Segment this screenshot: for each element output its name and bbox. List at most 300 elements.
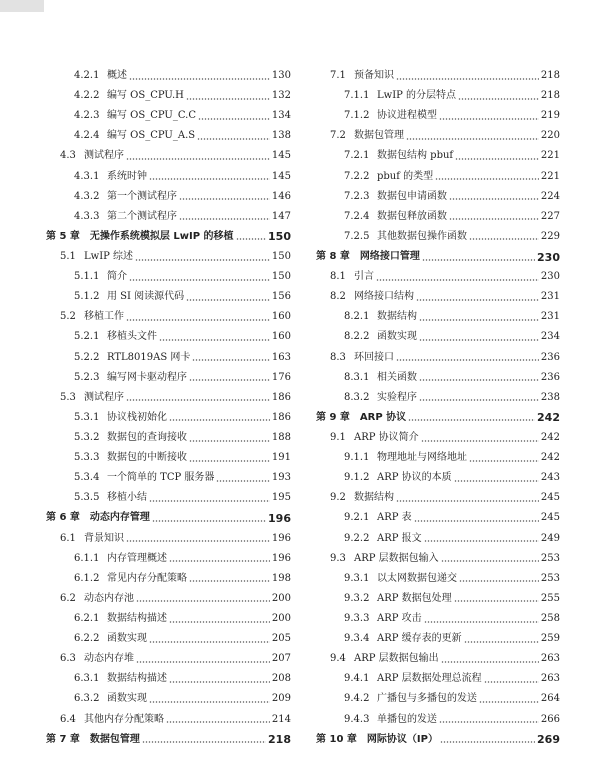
dot-leader: [484, 680, 539, 684]
toc-entry-page: 196: [271, 552, 291, 564]
dot-leader: [449, 197, 539, 201]
toc-entry-number: 4.2.2: [74, 90, 100, 102]
toc-section-entry: [46, 549, 291, 569]
dot-leader: [414, 519, 539, 523]
toc-section-entry: [316, 529, 560, 549]
toc-entry-title: 数据包的查询接收: [107, 432, 187, 444]
toc-entry-title: 网际协议（IP）: [366, 733, 438, 745]
toc-entry-number: 第 7 章: [46, 733, 80, 745]
toc-entry-number: 6.2: [60, 592, 76, 604]
toc-entry-page: 227: [540, 210, 560, 222]
toc-entry-page: 219: [540, 110, 560, 122]
toc-section-entry: [316, 307, 560, 327]
toc-entry-page: 207: [271, 653, 291, 665]
dot-leader: [469, 237, 539, 241]
toc-entry-page: 195: [271, 492, 291, 504]
toc-entry-number: 7.1: [330, 70, 346, 82]
toc-entry-page: 249: [540, 532, 560, 544]
toc-entry-title: 引言: [354, 271, 374, 283]
toc-entry-page: 263: [540, 653, 560, 665]
dot-leader: [129, 278, 270, 282]
toc-entry-title: 移植工作: [84, 311, 124, 323]
toc-entry-page: 221: [540, 170, 560, 182]
dot-leader: [149, 640, 270, 644]
toc-section-entry: [46, 629, 291, 649]
toc-entry-number: 8.3.2: [344, 391, 370, 403]
toc-entry-number: 6.4: [60, 713, 76, 725]
toc-entry-page: 146: [271, 190, 291, 202]
toc-entry-page: 138: [271, 130, 291, 142]
toc-entry-page: 191: [271, 452, 291, 464]
toc-entry-page: 229: [540, 230, 560, 242]
toc-chapter-entry: [316, 730, 560, 750]
toc-section-entry: [46, 146, 291, 166]
toc-section-entry: [46, 428, 291, 448]
dot-leader: [192, 358, 270, 362]
toc-section-entry: [316, 187, 560, 207]
toc-entry-number: 5.1.1: [74, 271, 100, 283]
dot-leader: [126, 157, 270, 161]
dot-leader: [439, 720, 539, 724]
toc-entry-title: pbuf 的类型: [377, 170, 434, 182]
toc-entry-title: 其他内存分配策略: [84, 713, 164, 725]
dot-leader: [435, 177, 539, 181]
toc-entry-page: 230: [537, 250, 560, 264]
toc-entry-page: 220: [540, 130, 560, 142]
dot-leader: [136, 599, 270, 603]
toc-entry-number: 6.3.2: [74, 693, 100, 705]
dot-leader: [142, 740, 266, 744]
toc-entry-title: 以太网数据包递交: [377, 572, 457, 584]
toc-section-entry: [316, 106, 560, 126]
toc-entry-page: 266: [540, 713, 560, 725]
toc-entry-title: 动态内存堆: [84, 653, 134, 665]
toc-section-entry: [316, 649, 560, 669]
toc-entry-number: 5.2: [60, 311, 76, 323]
toc-entry-number: 6.1.2: [74, 572, 100, 584]
toc-entry-number: 9.3.2: [344, 592, 370, 604]
toc-entry-title: 概述: [107, 70, 127, 82]
toc-entry-page: 160: [271, 331, 291, 343]
toc-entry-page: 145: [271, 150, 291, 162]
toc-section-entry: [46, 106, 291, 126]
toc-section-entry: [316, 327, 560, 347]
toc-entry-title: 数据包申请函数: [377, 190, 447, 202]
dot-leader: [169, 620, 270, 624]
dot-leader: [126, 539, 270, 543]
toc-entry-page: 160: [271, 311, 291, 323]
toc-entry-page: 193: [271, 472, 291, 484]
toc-entry-number: 9.1.2: [344, 472, 370, 484]
toc-section-entry: [316, 689, 560, 709]
toc-section-entry: [46, 609, 291, 629]
dot-leader: [408, 418, 535, 422]
corner-mark: [0, 0, 44, 12]
dot-leader: [169, 680, 270, 684]
toc-entry-page: 269: [537, 733, 560, 747]
toc-entry-page: 236: [540, 371, 560, 383]
toc-section-entry: [46, 126, 291, 146]
dot-leader: [126, 318, 270, 322]
toc-entry-number: 5.2.3: [74, 371, 100, 383]
toc-section-entry: [316, 710, 560, 730]
dot-leader: [189, 378, 270, 382]
dot-leader: [149, 177, 270, 181]
toc-entry-number: 5.3.1: [74, 411, 100, 423]
toc-entry-page: 236: [540, 351, 560, 363]
toc-entry-title: 第二个测试程序: [107, 210, 177, 222]
dot-leader: [422, 258, 535, 262]
toc-section-entry: [46, 529, 291, 549]
dot-leader: [424, 539, 539, 543]
toc-entry-page: 264: [540, 693, 560, 705]
toc-chapter-entry: [46, 227, 291, 247]
toc-chapter-entry: [316, 247, 560, 267]
toc-entry-page: 147: [271, 210, 291, 222]
toc-entry-number: 6.2.1: [74, 613, 100, 624]
toc-entry-number: 7.2.3: [344, 190, 370, 202]
toc-section-entry: [46, 710, 291, 730]
dot-leader: [136, 660, 270, 664]
toc-section-entry: [316, 549, 560, 569]
toc-entry-title: 编写 OS_CPU_C.C: [107, 110, 196, 122]
toc-entry-number: 9.2.1: [344, 512, 370, 524]
toc-section-entry: [316, 146, 560, 166]
dot-leader: [236, 237, 266, 241]
toc-entry-number: 9.1: [330, 432, 346, 444]
dot-leader: [454, 599, 539, 603]
toc-entry-number: 7.1.2: [344, 110, 370, 122]
toc-entry-title: 常见内存分配策略: [107, 572, 187, 584]
toc-entry-number: 6.1.1: [74, 552, 100, 564]
toc-entry-number: 8.1: [330, 271, 346, 283]
dot-leader: [159, 338, 270, 342]
toc-entry-page: 258: [540, 613, 560, 624]
toc-section-entry: [316, 448, 560, 468]
toc-entry-page: 186: [271, 411, 291, 423]
toc-entry-title: 数据结构描述: [107, 673, 167, 685]
toc-entry-number: 7.1.1: [344, 90, 370, 102]
toc-section-entry: [316, 508, 560, 528]
toc-entry-title: 其他数据包操作函数: [377, 230, 467, 242]
toc-entry-page: 242: [540, 432, 560, 444]
toc-section-entry: [316, 629, 560, 649]
toc-entry-title: 协议进程模型: [377, 110, 437, 122]
toc-entry-page: 156: [271, 291, 291, 303]
toc-chapter-entry: [46, 730, 291, 750]
dot-leader: [458, 97, 539, 101]
toc-entry-page: 150: [271, 271, 291, 283]
toc-entry-number: 5.1.2: [74, 291, 100, 303]
toc-entry-title: 测试程序: [84, 150, 124, 162]
toc-entry-title: 测试程序: [84, 391, 124, 403]
toc-entry-title: 相关函数: [377, 371, 417, 383]
toc-entry-page: 231: [540, 291, 560, 303]
toc-section-entry: [46, 589, 291, 609]
toc-entry-title: 实验程序: [377, 391, 417, 403]
toc-entry-title: ARP 层数据包输入: [354, 552, 439, 564]
toc-entry-title: 物理地址与网络地址: [377, 452, 467, 464]
toc-section-entry: [46, 488, 291, 508]
toc-entry-page: 214: [271, 713, 291, 725]
toc-section-entry: [316, 267, 560, 287]
dot-leader: [376, 278, 539, 282]
toc-entry-number: 7.2.1: [344, 150, 370, 162]
toc-entry-title: 数据包管理: [354, 130, 404, 142]
dot-leader: [441, 660, 539, 664]
toc-entry-number: 7.2.5: [344, 230, 370, 242]
toc-entry-number: 5.3: [60, 391, 76, 403]
dot-leader: [440, 740, 535, 744]
dot-leader: [135, 258, 270, 262]
toc-entry-title: 协议栈初始化: [107, 411, 167, 423]
toc-entry-title: ARP 表: [377, 512, 412, 524]
dot-leader: [459, 579, 539, 583]
dot-leader: [189, 579, 270, 583]
toc-entry-page: 176: [271, 371, 291, 383]
toc-entry-title: RTL8019AS 网卡: [107, 351, 191, 363]
toc-section-entry: [316, 66, 560, 86]
toc-entry-title: LwIP 综述: [84, 251, 134, 263]
toc-entry-number: 9.4.1: [344, 673, 370, 685]
toc-entry-title: ARP 层数据处理总流程: [377, 673, 482, 685]
toc-entry-number: 5.2.2: [74, 351, 100, 363]
dot-leader: [198, 117, 270, 121]
toc-entry-title: 无操作系统模拟层 LwIP 的移植: [89, 230, 234, 242]
toc-entry-number: 9.4.2: [344, 693, 370, 705]
dot-leader: [424, 620, 539, 624]
dot-leader: [396, 358, 539, 362]
toc-section-entry: [46, 327, 291, 347]
toc-entry-title: 移植头文件: [107, 331, 157, 343]
toc-section-entry: [46, 167, 291, 187]
toc-section-entry: [46, 187, 291, 207]
toc-entry-number: 4.3: [60, 150, 76, 162]
toc-entry-number: 8.2.1: [344, 311, 370, 323]
toc-entry-number: 8.2: [330, 291, 346, 303]
toc-section-entry: [316, 609, 560, 629]
toc-section-entry: [316, 368, 560, 388]
toc-entry-number: 7.2: [330, 130, 346, 142]
toc-entry-page: 208: [271, 673, 291, 685]
toc-section-entry: [316, 488, 560, 508]
toc-entry-number: 4.3.2: [74, 190, 100, 202]
toc-section-entry: [46, 307, 291, 327]
toc-entry-number: 9.3.1: [344, 572, 370, 584]
toc-entry-number: 5.3.2: [74, 432, 100, 444]
dot-leader: [166, 720, 270, 724]
toc-entry-number: 7.2.4: [344, 210, 370, 222]
dot-leader: [419, 378, 539, 382]
toc-entry-number: 4.2.3: [74, 110, 100, 122]
toc-entry-number: 5.3.3: [74, 452, 100, 464]
dot-leader: [464, 640, 539, 644]
toc-section-entry: [316, 86, 560, 106]
dot-leader: [186, 97, 270, 101]
toc-entry-title: 编写 OS_CPU.H: [107, 90, 184, 102]
dot-leader: [441, 559, 539, 563]
toc-entry-title: ARP 协议: [359, 411, 407, 423]
dot-leader: [449, 217, 539, 221]
toc-section-entry: [46, 86, 291, 106]
toc-left-column: [46, 66, 291, 750]
toc-entry-title: 预备知识: [354, 70, 394, 82]
dot-leader: [179, 197, 270, 201]
toc-section-entry: [46, 66, 291, 86]
toc-entry-page: 198: [271, 572, 291, 584]
toc-section-entry: [46, 649, 291, 669]
toc-entry-number: 第 6 章: [46, 512, 80, 524]
dot-leader: [396, 499, 539, 503]
toc-entry-page: 134: [271, 110, 291, 122]
toc-entry-page: 218: [540, 90, 560, 102]
toc-entry-title: 数据包释放函数: [377, 210, 447, 222]
toc-entry-page: 224: [540, 190, 560, 202]
toc-section-entry: [316, 287, 560, 307]
toc-entry-page: 196: [271, 532, 291, 544]
dot-leader: [189, 439, 270, 443]
toc-right-column: [316, 66, 560, 750]
toc-entry-title: ARP 缓存表的更新: [377, 633, 462, 645]
toc-entry-number: 6.3.1: [74, 673, 100, 685]
toc-section-entry: [46, 267, 291, 287]
toc-entry-page: 259: [540, 633, 560, 645]
toc-entry-number: 4.2.1: [74, 70, 100, 82]
toc-entry-page: 132: [271, 90, 291, 102]
toc-section-entry: [316, 468, 560, 488]
toc-entry-title: 数据包的中断接收: [107, 452, 187, 464]
dot-leader: [455, 157, 539, 161]
toc-entry-number: 9.4: [330, 653, 346, 665]
toc-entry-title: LwIP 的分层特点: [377, 90, 457, 102]
dot-leader: [129, 77, 270, 81]
dot-leader: [149, 700, 270, 704]
toc-section-entry: [46, 569, 291, 589]
toc-entry-page: 150: [271, 251, 291, 263]
dot-leader: [169, 418, 270, 422]
toc-section-entry: [316, 227, 560, 247]
toc-entry-number: 9.2.2: [344, 532, 370, 544]
toc-entry-number: 4.3.3: [74, 210, 100, 222]
toc-entry-number: 9.2: [330, 492, 346, 504]
dot-leader: [152, 519, 266, 523]
toc-entry-page: 163: [271, 351, 291, 363]
toc-entry-number: 9.4.3: [344, 713, 370, 725]
toc-entry-number: 9.3: [330, 552, 346, 564]
toc-entry-number: 5.3.4: [74, 472, 100, 484]
toc-entry-title: ARP 协议的本质: [377, 472, 452, 484]
toc-section-entry: [46, 348, 291, 368]
toc-section-entry: [316, 207, 560, 227]
dot-leader: [216, 479, 269, 483]
dot-leader: [396, 77, 539, 81]
toc-entry-page: 242: [540, 452, 560, 464]
dot-leader: [189, 459, 270, 463]
toc-section-entry: [46, 408, 291, 428]
toc-entry-page: 196: [268, 511, 291, 525]
toc-entry-page: 255: [540, 592, 560, 604]
toc-entry-title: 简介: [107, 271, 127, 283]
toc-entry-page: 221: [540, 150, 560, 162]
dot-leader: [126, 398, 270, 402]
toc-entry-title: 内存管理概述: [107, 552, 167, 564]
toc-section-entry: [46, 247, 291, 267]
toc-entry-title: 数据包结构 pbuf: [377, 150, 454, 162]
toc-section-entry: [46, 207, 291, 227]
toc-entry-page: 200: [271, 592, 291, 604]
toc-entry-number: 第 10 章: [316, 733, 357, 745]
toc-entry-page: 253: [540, 572, 560, 584]
toc-entry-title: 移植小结: [107, 492, 147, 504]
dot-leader: [179, 217, 270, 221]
toc-entry-title: 函数实现: [107, 633, 147, 645]
toc-entry-page: 231: [540, 311, 560, 323]
toc-entry-number: 8.2.2: [344, 331, 370, 343]
toc-entry-title: ARP 报文: [377, 532, 422, 544]
toc-entry-number: 9.3.3: [344, 613, 370, 624]
toc-entry-title: 数据结构: [377, 311, 417, 323]
toc-section-entry: [46, 468, 291, 488]
toc-entry-title: ARP 协议简介: [354, 432, 419, 444]
toc-entry-page: 245: [540, 492, 560, 504]
dot-leader: [416, 298, 539, 302]
toc-entry-number: 第 9 章: [316, 411, 350, 423]
dot-leader: [479, 700, 539, 704]
toc-section-entry: [316, 589, 560, 609]
toc-entry-title: 编写 OS_CPU_A.S: [107, 130, 196, 142]
toc-section-entry: [46, 669, 291, 689]
toc-entry-number: 4.2.4: [74, 130, 100, 142]
toc-entry-title: 数据结构: [354, 492, 394, 504]
toc-entry-page: 263: [540, 673, 560, 685]
toc-entry-number: 5.2.1: [74, 331, 100, 343]
toc-entry-title: 动态内存池: [84, 592, 134, 604]
toc-entry-page: 205: [271, 633, 291, 645]
toc-chapter-entry: [46, 508, 291, 528]
toc-entry-number: 8.3.1: [344, 371, 370, 383]
toc-entry-title: ARP 攻击: [377, 613, 422, 624]
toc-entry-title: 网络接口管理: [359, 251, 420, 263]
toc-entry-title: 一个简单的 TCP 服务器: [107, 472, 215, 484]
toc-entry-page: 130: [271, 70, 291, 82]
toc-entry-title: 函数实现: [107, 693, 147, 705]
dot-leader: [419, 318, 539, 322]
toc-entry-page: 238: [540, 391, 560, 403]
toc-entry-page: 200: [271, 613, 291, 624]
toc-section-entry: [316, 126, 560, 146]
toc-entry-page: 230: [540, 271, 560, 283]
toc-section-entry: [46, 448, 291, 468]
toc-entry-page: 218: [268, 733, 291, 747]
toc-section-entry: [316, 669, 560, 689]
toc-entry-number: 4.3.1: [74, 170, 100, 182]
toc-entry-number: 8.3: [330, 351, 346, 363]
dot-leader: [197, 137, 270, 141]
toc-entry-title: 数据包管理: [89, 733, 140, 745]
dot-leader: [406, 137, 539, 141]
toc-entry-page: 253: [540, 552, 560, 564]
toc-entry-page: 209: [271, 693, 291, 705]
toc-entry-page: 218: [540, 70, 560, 82]
dot-leader: [169, 559, 270, 563]
toc-section-entry: [46, 287, 291, 307]
toc-entry-title: 编写网卡驱动程序: [107, 371, 187, 383]
toc-chapter-entry: [316, 408, 560, 428]
toc-entry-title: 单播包的发送: [377, 713, 437, 725]
toc-entry-title: 网络接口结构: [354, 291, 414, 303]
toc-entry-title: ARP 数据包处理: [377, 592, 452, 604]
toc-entry-page: 245: [540, 512, 560, 524]
